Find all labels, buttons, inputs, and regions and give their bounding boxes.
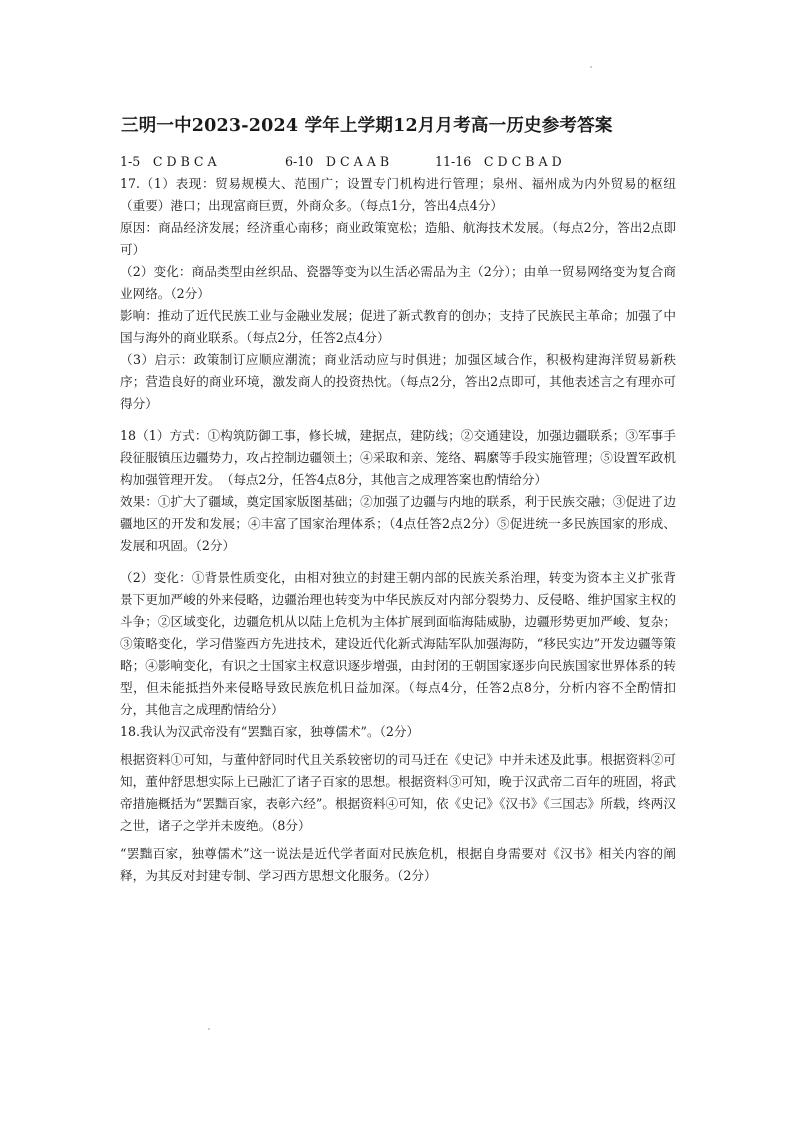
page-title: 三明一中2023-2024 学年上学期12月月考高一历史参考答案 [121, 116, 613, 136]
q18-change: （2）变化：①背景性质变化，由相对独立的封建王朝内部的民族关系治理，转变为资本主义扩张背景下更加严峻的外来侵略，边疆治理也转变为中华民族反对内部分裂势力、反侵略、维护国家主权的斗争；②区域变化，边疆危机从以陆上危机为主体扩展到面临海陆威胁，边疆形势更加严峻、复杂；③策略变化，学习借鉴西方先进技术，建设近代化新式海陆军队加强海防，“移民实边”开发边疆等策略；④影响变化，有识之士国家主权意识逐步增强，由封闭的王朝国家逐步向民族国家世界体系的转型，但未能抵挡外来侵略导致民族危机日益加深。（每点4分，任答2点8分，分析内容不全酌情扣分，其他言之成理酌情给分） [120, 570, 676, 717]
q18-conclusion: “罢黜百家，独尊儒术”这一说法是近代学者面对民族危机，根据自身需要对《汉书》相关内容的阐释，为其反对封建专制、学习西方思想文化服务。（2分） [120, 846, 676, 883]
choice-answers-1-5: 1-5 C D B C A [120, 154, 217, 169]
question-17 [120, 173, 676, 415]
question-18-part2 [120, 567, 676, 721]
spacer [120, 415, 676, 425]
spacer [120, 557, 676, 567]
q17-performance: 17.（1）表现：贸易规模大、范围广；设置专门机构进行管理；泉州、福州成为内外贸易的枢纽（重要）港口；出现富商巨贾，外商众多。（每点1分，答出4点4分） [120, 176, 676, 213]
q17-inspiration: （3）启示：政策制订应顺应潮流；商业活动应与时俱进；加强区域合作，积极构建海洋贸易新秩序；营造良好的商业环境，激发商人的投资热忱。（每点2分，答出2点即可，其他表述言之有理亦可得分） [120, 352, 676, 411]
q17-reason: 原因：商品经济发展；经济重心南移；商业政策宽松；造船、航海技术发展。（每点2分，答出2点即可） [120, 220, 676, 257]
answer-content [120, 151, 676, 887]
scan-speck [208, 1028, 210, 1030]
q17-change: （2）变化：商品类型由丝织品、瓷器等变为以生活必需品为主（2分）；由单一贸易网络变为复合商业网络。（2分） [120, 264, 676, 301]
q18-method: 18（1）方式：①构筑防御工事，修长城，建据点，建防线；②交通建设，加强边疆联系；③军事手段征服镇压边疆势力，攻占控制边疆领土；④采取和亲、笼络、羁縻等手段实施管理；⑤设置军政机构加强管理开发。 （每点2分，任答4点8分，其他言之成理答案也酌情给分） [120, 428, 676, 487]
question-18-part1 [120, 425, 676, 557]
q18-evidence: 根据资料①可知，与董仲舒同时代且关系较密切的司马迁在《史记》中并未述及此事。根据资料②可知，董仲舒思想实际上已融汇了诸子百家的思想。根据资料③可知，晚于汉武帝二百年的班固，将武帝措施概括为“罢黜百家，表彰六经”。根据资料④可知，依《史记》《汉书》《三国志》所载，终两汉之世，诸子之学并未废绝。（8分） [120, 752, 676, 833]
q17-impact: 影响：推动了近代民族工业与金融业发展；促进了新式教育的创办；支持了民族民主革命；加强了中国与海外的商业联系。（每点2分，任答2点4分） [120, 308, 676, 345]
q18-stance: 18.我认为汉武帝没有“罢黜百家，独尊儒术”。（2分） [120, 724, 420, 739]
question-18-essay [120, 721, 676, 887]
choice-answers-6-10: 6-10 D C A A B [285, 154, 390, 169]
choice-answers [120, 151, 676, 173]
q18-effect: 效果：①扩大了疆域，奠定国家版图基础；②加强了边疆与内地的联系，利于民族交融；③促进了边疆地区的开发和发展；④丰富了国家治理体系；（4点任答2点2分）⑤促进统一多民族国家的形成、发展和巩固。（2分） [120, 494, 676, 553]
scan-speck [590, 66, 592, 68]
choice-answers-11-16: 11-16 C D C B A D [435, 154, 562, 169]
